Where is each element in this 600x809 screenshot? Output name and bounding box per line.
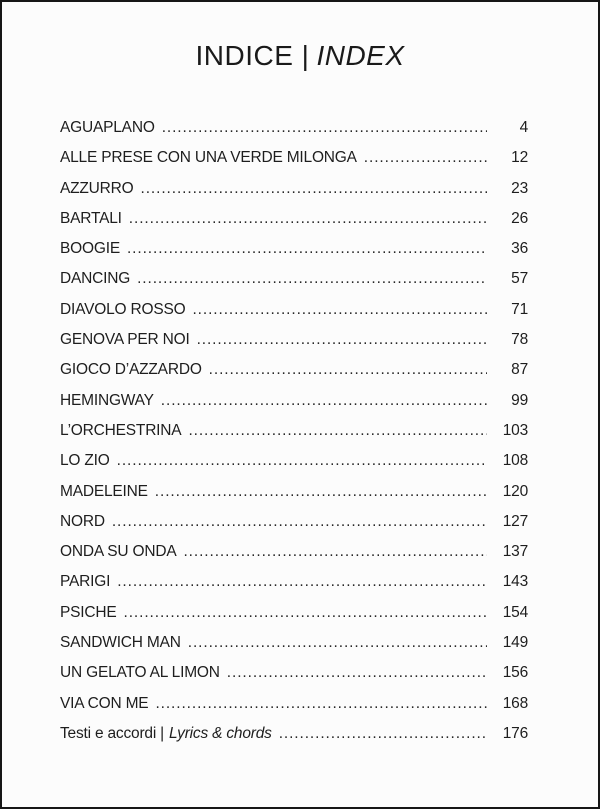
entry-title: MADELEINE — [60, 482, 148, 500]
dot-leader — [279, 719, 487, 749]
entry-title: Testi e accordi | — [60, 724, 165, 742]
toc-entry — [60, 719, 528, 749]
entry-title: PSICHE — [60, 603, 117, 621]
toc-entry — [60, 416, 528, 446]
entry-page-number: 12 — [511, 149, 528, 167]
entry-title: PARIGI — [60, 573, 111, 591]
entry-page-number: 108 — [502, 452, 528, 470]
dot-leader — [227, 658, 487, 688]
dot-leader — [137, 264, 487, 294]
toc-entry — [60, 477, 528, 507]
toc-entry — [60, 567, 528, 597]
dot-leader — [155, 689, 487, 719]
entry-title: DIAVOLO ROSSO — [60, 300, 186, 318]
dot-leader — [209, 355, 487, 385]
page-title — [2, 40, 598, 72]
dot-leader — [141, 174, 487, 204]
entry-title-italic: Lyrics & chords — [169, 724, 272, 742]
entry-title: ALLE PRESE CON UNA VERDE MILONGA — [60, 149, 357, 167]
entry-title: SANDWICH MAN — [60, 634, 181, 652]
entry-page-number: 99 — [511, 391, 528, 409]
entry-title: BOOGIE — [60, 240, 120, 258]
entry-title: GIOCO D’AZZARDO — [60, 361, 202, 379]
toc-entry — [60, 174, 528, 204]
entry-page-number: 137 — [502, 543, 528, 561]
entry-title: UN GELATO AL LIMON — [60, 664, 220, 682]
dot-leader — [183, 537, 487, 567]
dot-leader — [192, 295, 487, 325]
toc-list — [2, 113, 598, 749]
toc-entry — [60, 537, 528, 567]
entry-page-number: 36 — [511, 240, 528, 258]
dot-leader — [161, 386, 487, 416]
entry-page-number: 57 — [511, 270, 528, 288]
dot-leader — [188, 628, 487, 658]
toc-entry — [60, 658, 528, 688]
dot-leader — [129, 204, 487, 234]
entry-page-number: 26 — [511, 209, 528, 227]
entry-page-number: 168 — [502, 694, 528, 712]
entry-page-number: 143 — [502, 573, 528, 591]
toc-entry — [60, 446, 528, 476]
entry-title: L’ORCHESTRINA — [60, 421, 182, 439]
dot-leader — [117, 567, 487, 597]
page-title-text: INDICE | — [195, 40, 310, 71]
toc-entry — [60, 355, 528, 385]
toc-entry — [60, 113, 528, 143]
entry-page-number: 103 — [502, 421, 528, 439]
entry-page-number: 149 — [502, 634, 528, 652]
entry-page-number: 71 — [511, 300, 528, 318]
toc-entry — [60, 598, 528, 628]
entry-page-number: 176 — [502, 724, 528, 742]
entry-page-number: 23 — [511, 179, 528, 197]
dot-leader — [124, 598, 487, 628]
entry-page-number: 4 — [519, 119, 528, 136]
toc-entry — [60, 325, 528, 355]
entry-title: AZZURRO — [60, 179, 134, 197]
page-title-translation: INDEX — [316, 40, 405, 71]
entry-page-number: 156 — [502, 664, 528, 682]
entry-title: ONDA SU ONDA — [60, 543, 177, 561]
entry-title: AGUAPLANO — [60, 119, 155, 136]
entry-title: GENOVA PER NOI — [60, 331, 190, 349]
entry-page-number: 78 — [511, 331, 528, 349]
dot-leader — [155, 477, 487, 507]
entry-title: LO ZIO — [60, 452, 110, 470]
entry-title: DANCING — [60, 270, 131, 288]
entry-page-number: 120 — [502, 482, 528, 500]
entry-page-number: 154 — [502, 603, 528, 621]
entry-page-number: 127 — [502, 512, 528, 530]
dot-leader — [364, 143, 487, 173]
entry-title: BARTALI — [60, 209, 122, 227]
entry-title: VIA CON ME — [60, 694, 149, 712]
entry-title: NORD — [60, 512, 105, 530]
dot-leader — [127, 234, 487, 264]
toc-entry — [60, 264, 528, 294]
toc-entry — [60, 689, 528, 719]
dot-leader — [188, 416, 487, 446]
toc-entry — [60, 628, 528, 658]
entry-page-number: 87 — [511, 361, 528, 379]
entry-title: HEMINGWAY — [60, 391, 154, 409]
toc-entry — [60, 295, 528, 325]
dot-leader — [117, 446, 487, 476]
dot-leader — [197, 325, 487, 355]
toc-entry — [60, 386, 528, 416]
toc-entry — [60, 143, 528, 173]
toc-entry — [60, 234, 528, 264]
dot-leader — [162, 113, 487, 143]
toc-entry — [60, 507, 528, 537]
dot-leader — [112, 507, 487, 537]
toc-entry — [60, 204, 528, 234]
